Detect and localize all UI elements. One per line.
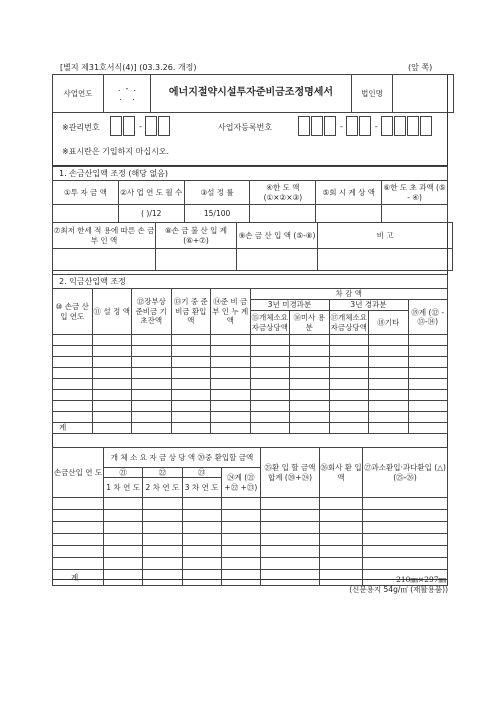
s2-h-year: ⑩ 손금 산입 연도 (53, 289, 93, 335)
s2-h-cumulative: ⑭준 비 금 부 인 누 계 액 (211, 289, 251, 335)
section1-table-b (52, 222, 453, 271)
s2l-h-c2: 2 차 연 도 (143, 478, 182, 498)
paper-size: 210㎜×297㎜ (396, 575, 446, 584)
table-row (53, 346, 448, 357)
section2-lower-table (52, 447, 448, 586)
s2l-h-c2-num: ㉒ (143, 468, 182, 478)
s1-v-excess[interactable] (382, 205, 448, 223)
s1-h-limit: ④한 도 액 (①×②×③) (250, 181, 316, 205)
corp-name-field[interactable] (393, 75, 454, 113)
s2l-h-c4: ㉔계 (㉑+㉒ +㉓) (221, 468, 260, 498)
s2l-h-group: 개 체 소 요 자 금 상 당 액 ⑳중 환입할 금액 (104, 448, 261, 468)
s1-h-deduct: ⑨손 금 산 입 액 (⑤-⑧) (237, 223, 318, 249)
s2-h-total: ⑲계 (⑫ - ⑬-⑭) (408, 300, 448, 335)
s1-h-invest: ①투 자 금 액 (53, 181, 119, 205)
title-row (52, 74, 454, 113)
table-row (53, 412, 448, 423)
section2-title: 2. 익금산입액 조정 (53, 275, 448, 289)
notice-text: ※표시란은 기입하지 마십시오. (62, 147, 170, 156)
s1-h-excess: ⑥한 도 초 과액 (⑤ - ④) (382, 181, 448, 205)
s2-h-sub1: ⑮개체소요 자금상당액 (250, 311, 290, 335)
s1-v-rate[interactable]: 15/100 (184, 205, 250, 223)
table-row (53, 498, 448, 510)
s1-h-months: ②사 업 연 도 월 수 (118, 181, 184, 205)
table-row (53, 558, 448, 570)
s1-v-deduct[interactable] (237, 249, 318, 271)
s2l-h-c1: 1 차 연 도 (104, 478, 143, 498)
s2l-h-total-reverse: ㉕환 입 할 금액합계 (⑳+㉔) (261, 448, 320, 498)
page-side-label: (앞 쪽) (408, 63, 433, 72)
table-row (53, 510, 448, 522)
business-reg-label: 사업자등록번호 (218, 123, 273, 132)
s2l-h-company: ㉖회사 환 입 액 (320, 448, 363, 498)
s1-v-nondeduct[interactable] (156, 249, 237, 271)
s1-v-remarks[interactable] (318, 249, 453, 271)
s1-v-limit[interactable] (250, 205, 316, 223)
table-row (53, 379, 448, 390)
business-reg-field[interactable]: - - (298, 116, 433, 136)
management-number-label: ※관리번호 (62, 123, 100, 132)
table-row (53, 390, 448, 401)
corp-name-label: 법인명 (352, 75, 393, 113)
s1-h-remarks: 비 고 (318, 223, 453, 249)
lower-sum-label: 계 (53, 570, 104, 586)
section2-upper-table (52, 274, 448, 434)
s2-h-over3: 3년 경과분 (329, 300, 408, 311)
s2-h-sub3: ⑰개체소요 자금상당액 (329, 311, 369, 335)
s2-h-opening: ⑫장부상 준비금 기초잔액 (132, 289, 172, 335)
s1-h-rate: ③설 정 률 (184, 181, 250, 205)
year-label: 사업연도 (53, 75, 104, 113)
section1-title: 1. 손금산입액 조정 (해당 없음) (53, 167, 448, 181)
s2-h-diff: 차 감 액 (250, 289, 448, 300)
s2-h-sub2: ⑯미사 용분 (290, 311, 330, 335)
sum-label: 계 (53, 423, 93, 434)
s1-v-booked[interactable] (316, 205, 382, 223)
table-row (53, 534, 448, 546)
s2-h-setamt: ⑪ 설 정 액 (92, 289, 132, 335)
s2l-h-over-under: ㉗과소환입·과다환입 (△)(㉕-㉖) (363, 448, 448, 498)
year-input[interactable]: . - . . . (104, 75, 151, 113)
s1-h-nondeduct: ⑧손 금 불 산 입 계 (⑥+⑦) (156, 223, 237, 249)
form-number: [별지 제31호서식(4)] (03.3.26. 개정) (60, 63, 197, 72)
s1-h-min-tax: ⑦최저 한세 적 용에 따른 손 금 부 인 액 (53, 223, 156, 249)
management-number-field[interactable]: - (110, 116, 171, 136)
table-row (53, 357, 448, 368)
s2l-h-c1-num: ㉑ (104, 468, 143, 478)
s2l-h-c3: 3 차 연 도 (182, 478, 221, 498)
s2-h-sub4: ⑱기타 (369, 311, 409, 335)
table-row (53, 401, 448, 412)
s2-h-under3: 3년 미경과분 (250, 300, 329, 311)
table-row (53, 546, 448, 558)
s1-v-months[interactable]: ( )/12 (118, 205, 184, 223)
s2l-h-year: 손금산입 연 도 (53, 448, 104, 498)
paper-type: (신문용지 54g/㎡ (재활용품)) (349, 585, 448, 594)
s2-h-reversed: ⑬기 중 준비금 환입액 (171, 289, 211, 335)
table-row (53, 335, 448, 346)
s2l-h-c3-num: ㉓ (182, 468, 221, 478)
form-title: 에너지절약시설투자준비금조정명세서 (151, 75, 352, 113)
s1-h-booked: ⑤회 시 계 상 액 (316, 181, 382, 205)
s1-v-invest[interactable] (53, 205, 119, 223)
table-row (53, 368, 448, 379)
table-row (53, 522, 448, 534)
section1-table (52, 166, 448, 223)
s1-v-min-tax[interactable] (53, 249, 156, 271)
sum-row (53, 423, 448, 434)
